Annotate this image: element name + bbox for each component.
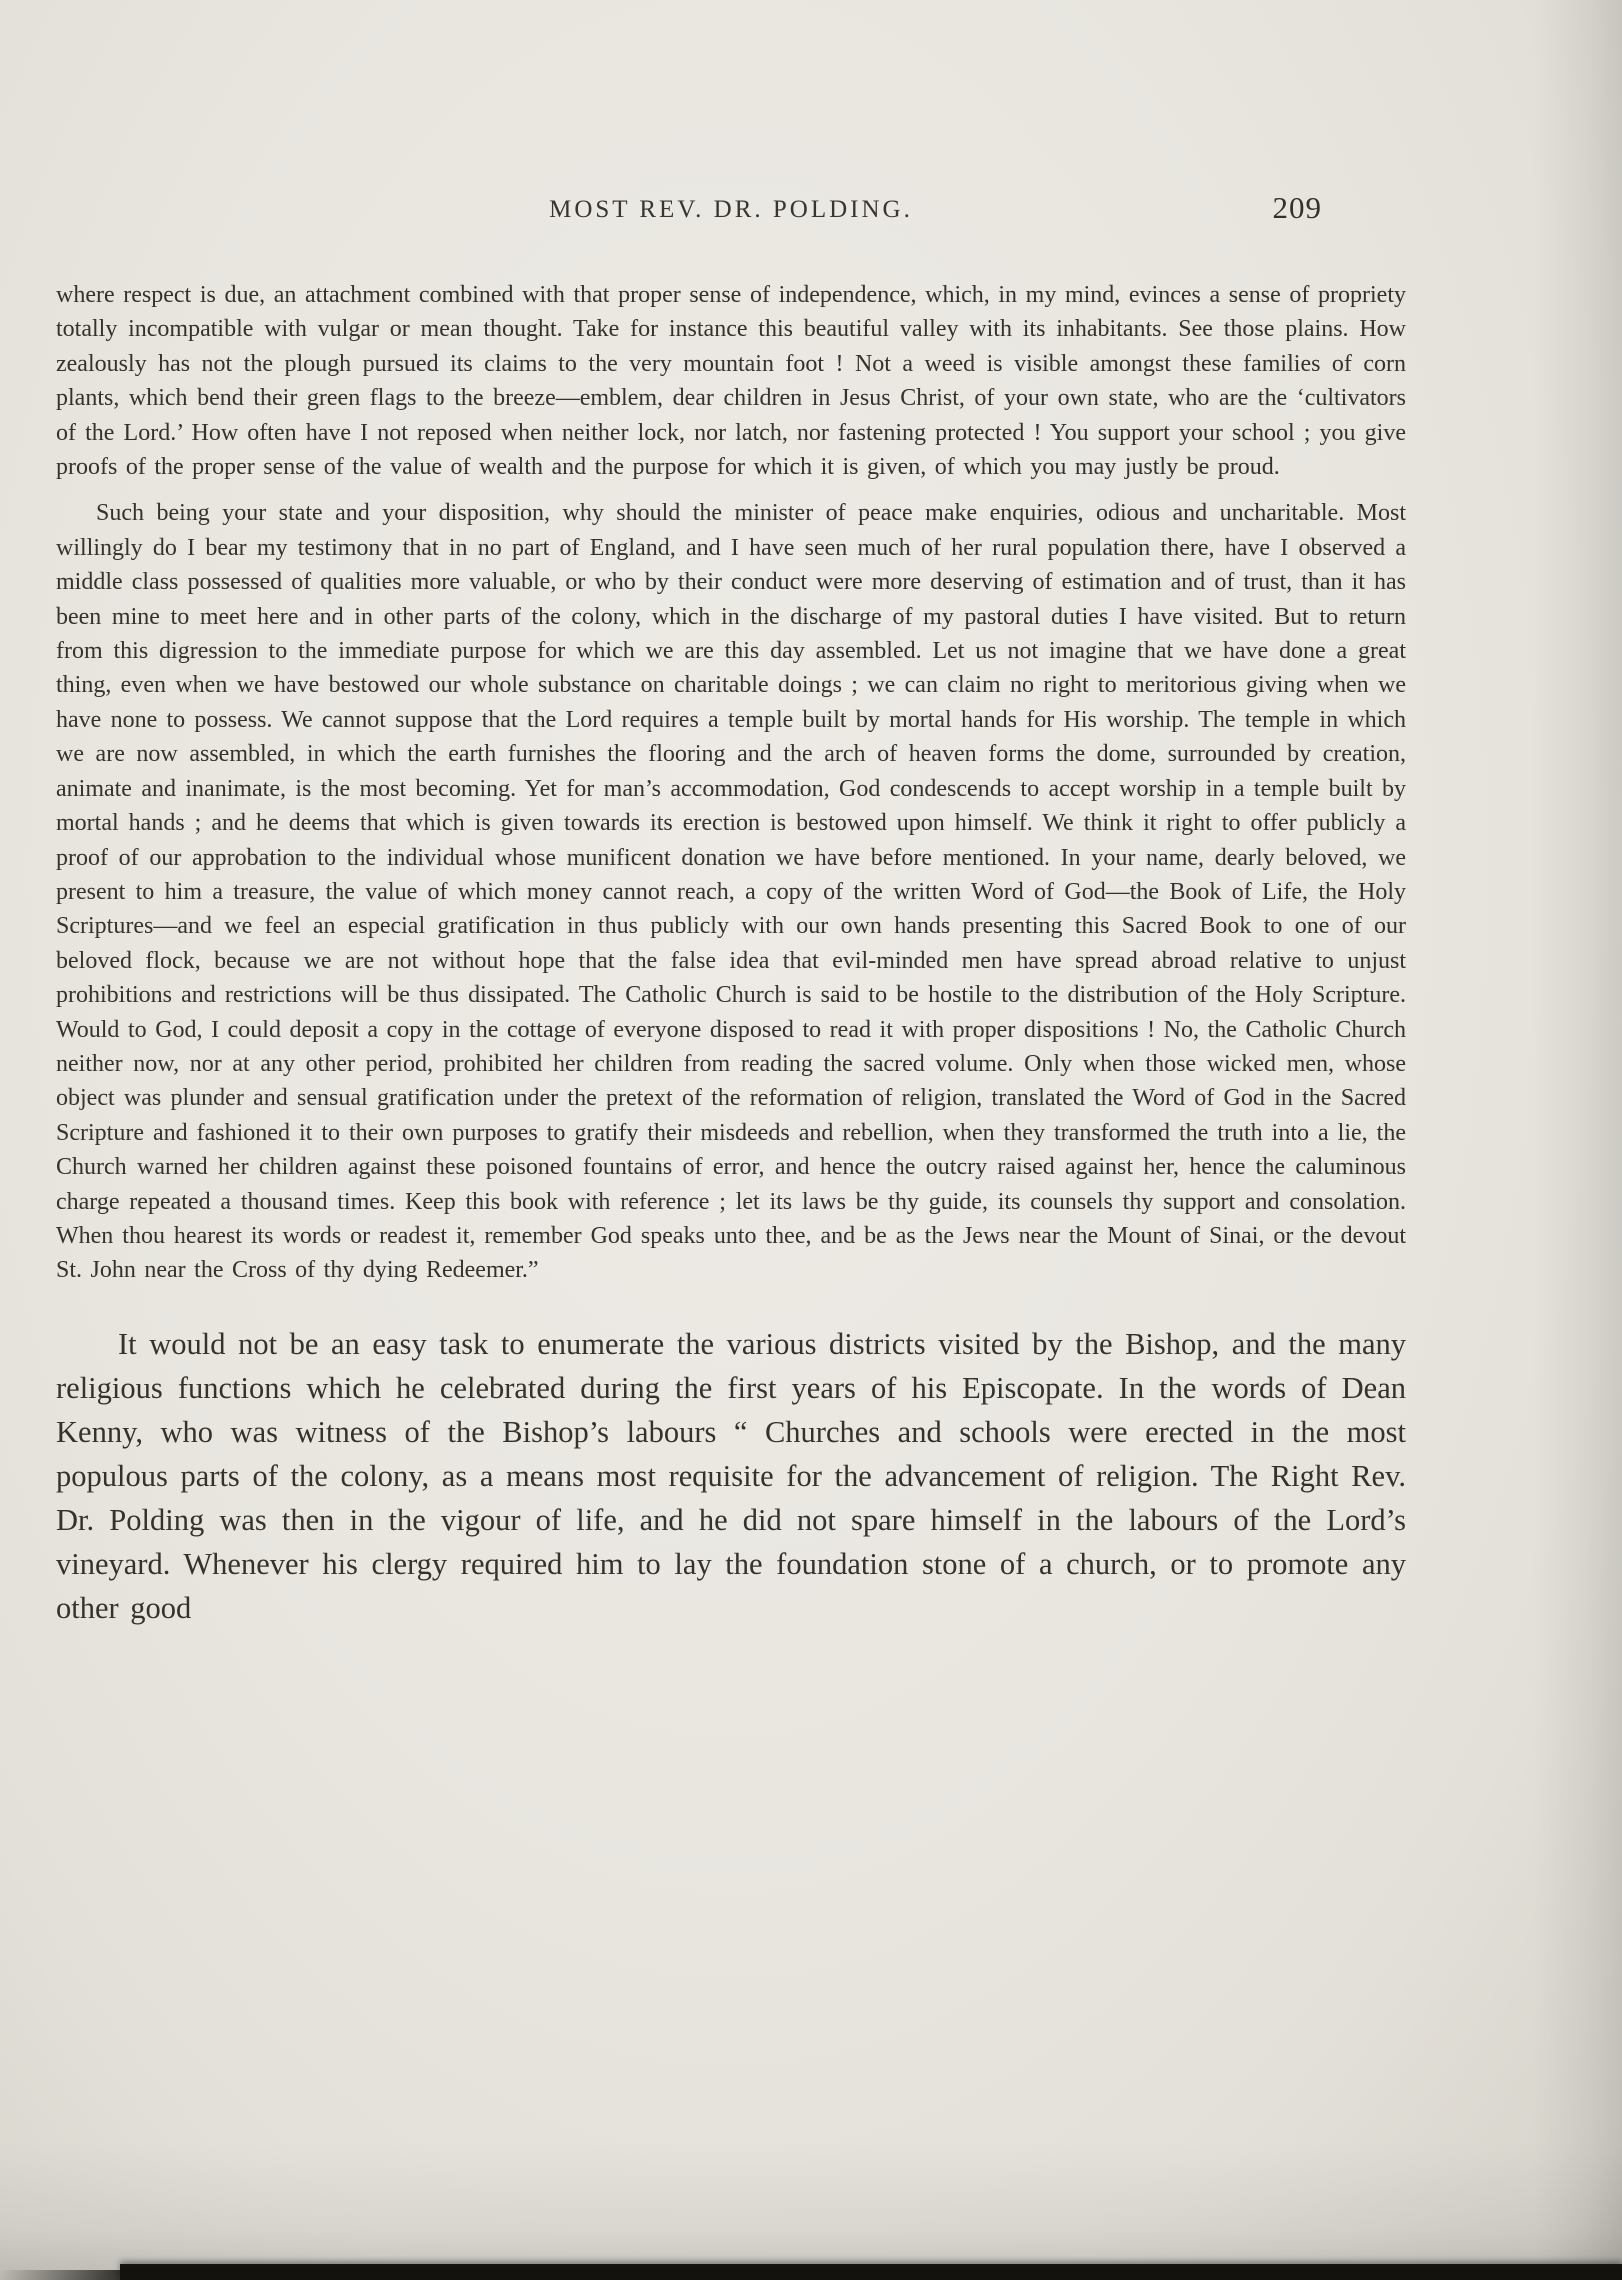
page-content — [56, 190, 1406, 1630]
bottom-scan-edge-fade — [0, 2270, 130, 2280]
quoted-paragraph-2: Such being your state and your disposition, why should the minister of peace make enquiries, odious and uncharitable. Most willingly do I bear my testimony that in no part of England, and I have seen much of her rural population there, have I observed a middle class possessed of qualities more valuable, or who by their conduct were more deserving of estimation and of trust, than it has been mine to meet here and in other parts of the colony, which in the discharge of my pastoral duties I have visited. But to return from this digression to the immediate purpose for which we are this day assembled. Let us not imagine that we have done a great thing, even when we have bestowed our whole substance on charitable doings ; we can claim no right to meritorious giving when we have none to possess. We cannot suppose that the Lord requires a temple built by mortal hands for His worship. The temple in which we are now assembled, in which the earth furnishes the flooring and the arch of heaven forms the dome, surrounded by creation, animate and inanimate, is the most becoming. Yet for man’s accommodation, God condescends to accept worship in a temple built by mortal hands ; and he deems that which is given towards its erection is bestowed upon himself. We think it right to offer publicly a proof of our approbation to the individual whose munificent donation we have before mentioned. In your name, dearly beloved, we present to him a treasure, the value of which money cannot reach, a copy of the written Word of God—the Book of Life, the Holy Scriptures—and we feel an especial gratification in thus publicly with our own hands presenting this Sacred Book to one of our beloved flock, because we are not without hope that the false idea that evil-minded men have spread abroad relative to unjust prohibitions and restrictions will be thus dissipated. The Catholic Church is said to be hostile to the distribution of the Holy Scripture. Would to God, I could deposit a copy in the cottage of everyone disposed to read it with proper dispositions ! No, the Catholic Church neither now, nor at any other period, prohibited her children from reading the sacred volume. Only when those wicked men, whose object was plunder and sensual gratification under the pretext of the reformation of religion, translated the Word of God in the Sacred Scripture and fashioned it to their own purposes to gratify their misdeeds and rebellion, when they transformed the truth into a lie, the Church warned her children against these poisoned fountains of error, and hence the outcry raised against her, hence the caluminous charge repeated a thousand times. Keep this book with reference ; let its laws be thy guide, its counsels thy support and consolation. When thou hearest its words or readest it, remember God speaks unto thee, and be as the Jews near the Mount of Sinai, or the devout St. John near the Cross of thy dying Redeemer.” — [56, 500, 1406, 1284]
bottom-scan-edge — [120, 2264, 1622, 2280]
quoted-paragraph-1: where respect is due, an attachment combined with that proper sense of independence, which, in my mind, evinces a sense of propriety totally incompatible with vulgar or mean thought. Take for instance this beautiful valley with its inhabitants. See those plains. How zealously has not the plough pursued its claims to the very mountain foot ! Not a weed is visible amongst these families of corn plants, which bend their green flags to the breeze—emblem, dear children in Jesus Christ, of your own state, who are the ‘cultivators of the Lord.’ How often have I not reposed when neither lock, nor latch, nor fastening protected ! You support your school ; you give proofs of the proper sense of the value of wealth and the purpose for which it is given, of which you may justly be proud. — [56, 282, 1406, 481]
closing-paragraph: It would not be an easy task to enumerate the various districts visited by the Bishop, and the many religious functions which he celebrated during the first years of his Episcopate. In the words of Dean Kenny, who was witness of the Bishop’s labours “ Churches and schools were erected in the most populous parts of the colony, as a means most requisite for the advancement of religion. The Right Rev. Dr. Polding was then in the vigour of life, and he did not spare himself in the labours of the Lord’s vineyard. Whenever his clergy required him to lay the foundation stone of a church, or to promote any other good — [56, 1326, 1406, 1625]
running-title: MOST REV. DR. POLDING. — [549, 196, 913, 223]
page-number: 209 — [1272, 190, 1322, 225]
page-header — [56, 190, 1406, 242]
